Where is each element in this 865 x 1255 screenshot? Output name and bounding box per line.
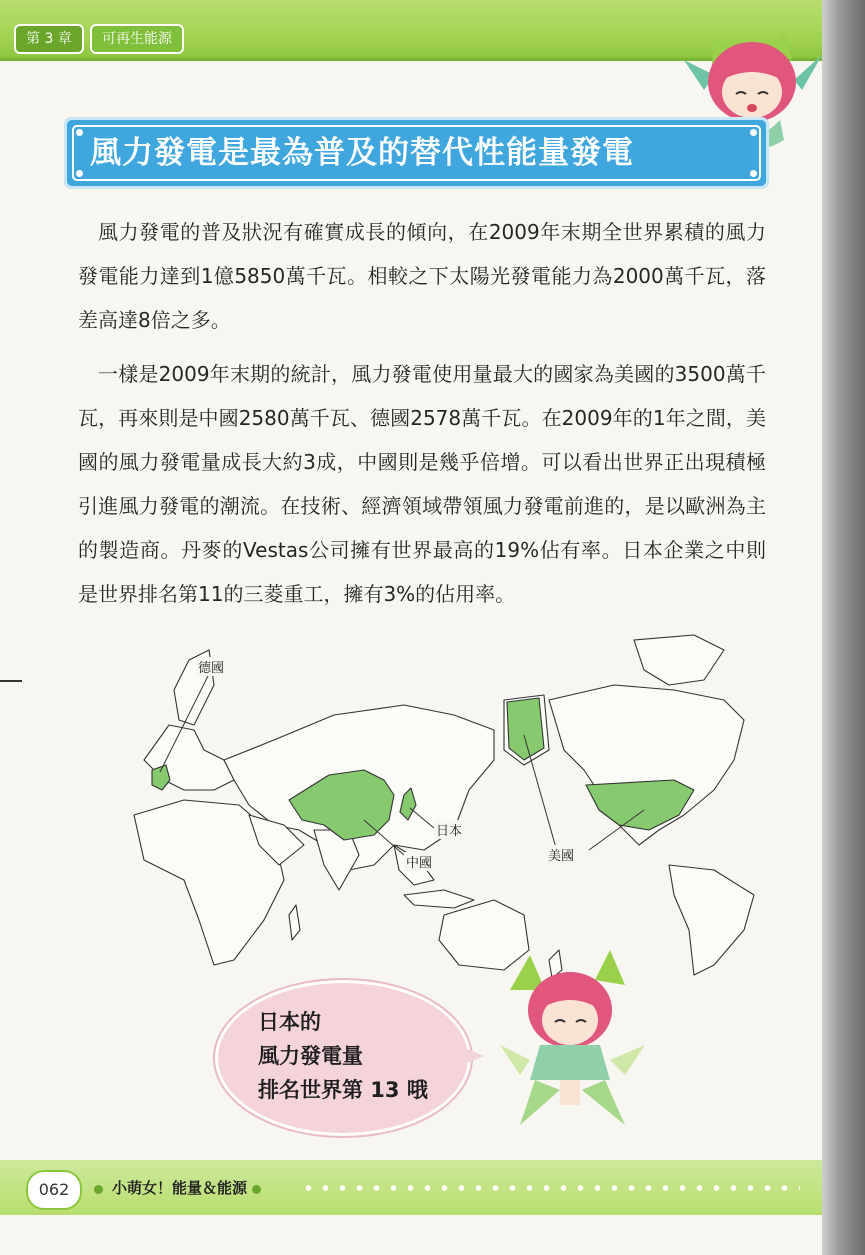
page-number: 062 bbox=[26, 1170, 82, 1210]
map-label-usa: 美國 bbox=[546, 845, 576, 864]
map-indonesia bbox=[404, 890, 474, 908]
title-corner-dot bbox=[750, 170, 757, 177]
section-tab: 可再生能源 bbox=[90, 24, 184, 54]
world-map bbox=[74, 630, 774, 980]
title-corner-dot bbox=[76, 129, 83, 136]
map-alaska-highlight bbox=[507, 698, 544, 760]
title-corner-dot bbox=[750, 129, 757, 136]
map-label-germany: 德國 bbox=[196, 657, 226, 676]
title-corner-dot bbox=[76, 170, 83, 177]
map-label-japan: 日本 bbox=[434, 820, 464, 839]
speech-bubble-text bbox=[258, 1005, 428, 1107]
paragraph: 一樣是2009年末期的統計，風力發電使用量最大的國家為美國的3500萬千瓦，再來則是中國2580萬千瓦、德國2578萬千瓦。在2009年的1年之間，美國的風力發電量成長大約3成，中國則是幾乎倍增。可以看出世界正出現積極引進風力發電的潮流。在技術、經濟領域帶領風力發電前進的，是以歐洲為主的製造商。丹麥的Vestas公司擁有世界最高的19%佔有率。日本企業之中則是世界排名第11的三菱重工，擁有3%的佔用率。 bbox=[78, 362, 766, 606]
footer-bullet-icon bbox=[252, 1185, 261, 1194]
chapter-tab: 第 3 章 bbox=[14, 24, 84, 54]
footer-dot-pattern bbox=[300, 1184, 800, 1192]
bubble-line: 風力發電量 bbox=[258, 1044, 363, 1068]
paragraph: 風力發電的普及狀況有確實成長的傾向，在2009年末期全世界累積的風力發電能力達到1億5850萬千瓦。相較之下太陽光發電能力為2000萬千瓦，落差高達8倍之多。 bbox=[78, 220, 766, 332]
map-germany-highlight bbox=[152, 765, 170, 790]
map-label-china: 中國 bbox=[404, 852, 434, 871]
book-spine bbox=[822, 0, 865, 1255]
bubble-line: 日本的 bbox=[258, 1010, 321, 1034]
book-title: 小萌女！能量＆能源 bbox=[112, 1179, 248, 1197]
mascot-girl-bottom-illustration bbox=[500, 950, 650, 1130]
map-greenland bbox=[634, 635, 724, 685]
body-text bbox=[78, 210, 766, 616]
page-edge-mark bbox=[0, 680, 22, 682]
world-map-outline bbox=[74, 630, 774, 980]
map-madagascar bbox=[289, 905, 300, 940]
speech-bubble-tail bbox=[450, 1042, 484, 1070]
section-title: 風力發電是最為普及的替代性能量發電 bbox=[90, 135, 634, 171]
bubble-line: 排名世界第 13 哦 bbox=[258, 1078, 428, 1102]
footer-bullet-icon bbox=[94, 1185, 103, 1194]
map-usa-highlight bbox=[586, 780, 694, 830]
map-south-america bbox=[669, 865, 754, 975]
section-title-box bbox=[64, 117, 769, 189]
